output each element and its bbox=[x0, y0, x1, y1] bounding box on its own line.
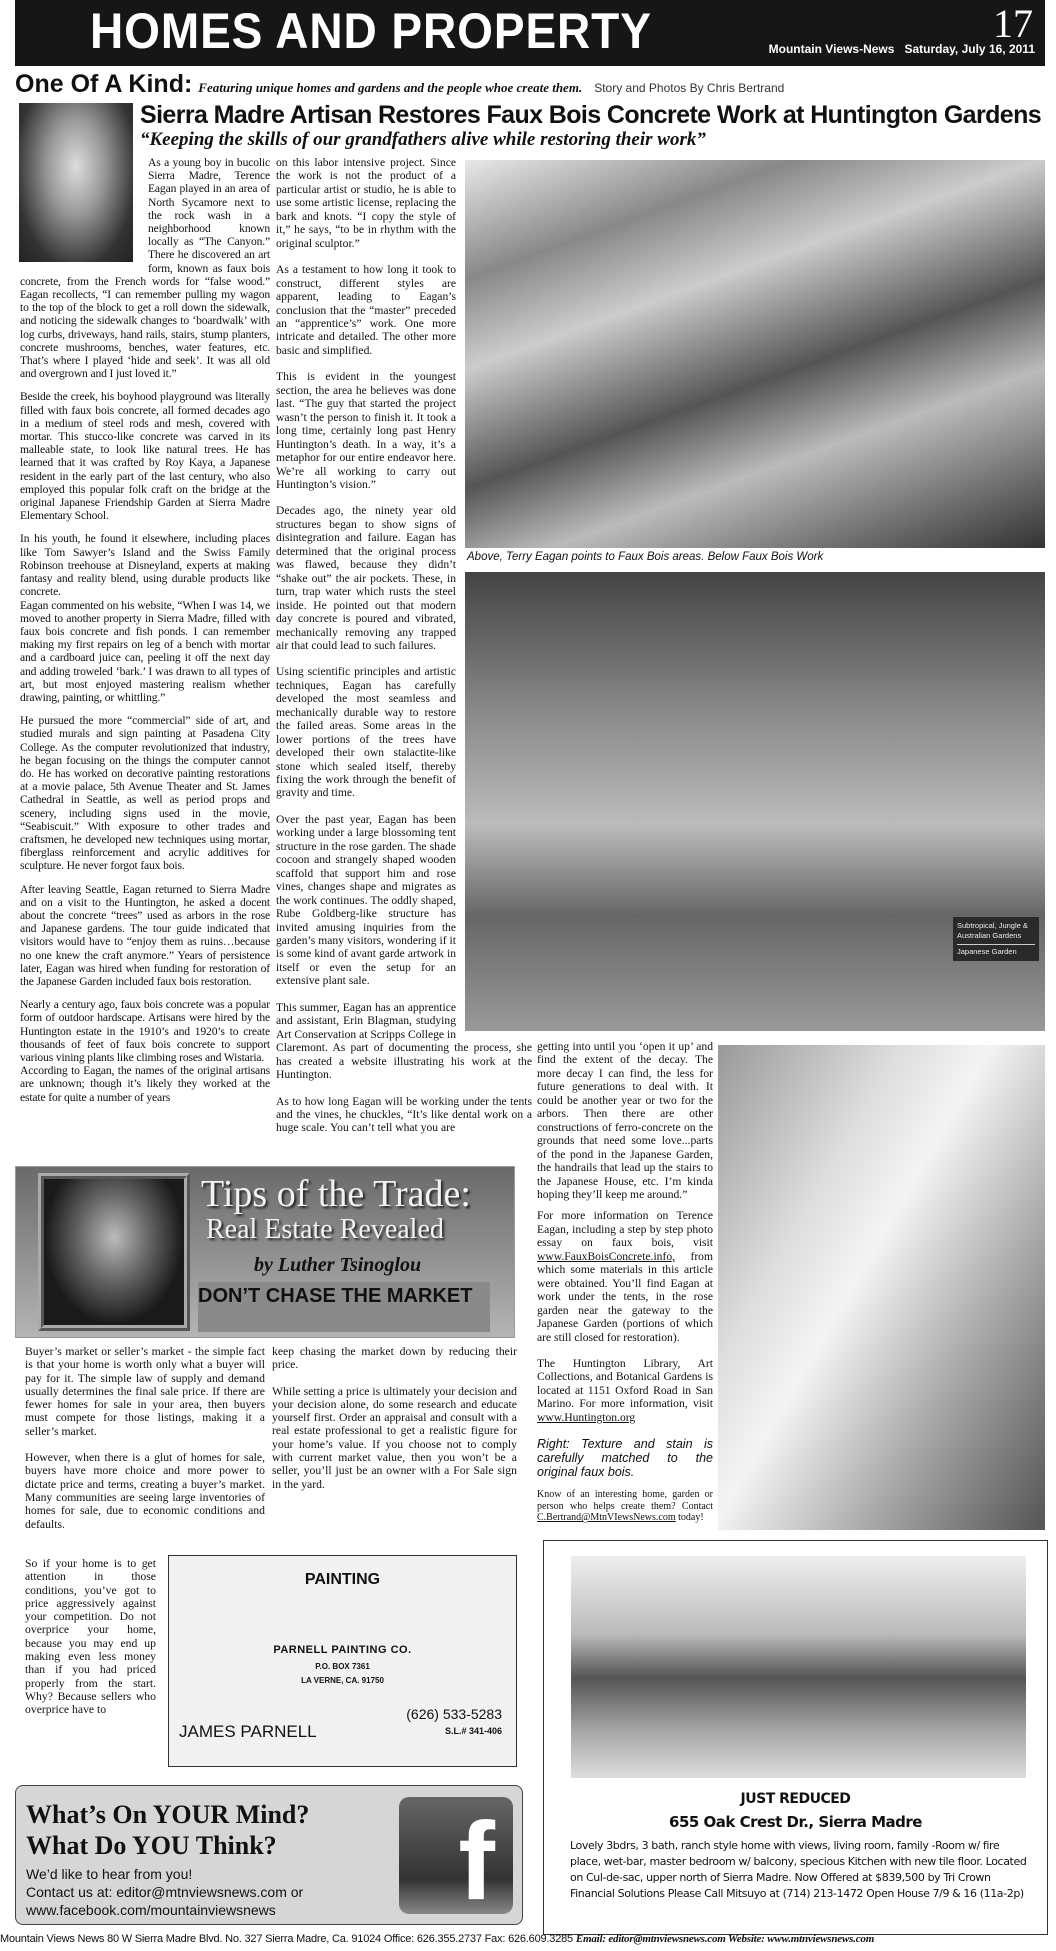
paragraph: Over the past year, Eagan has been working under a large blossoming tent structure in the rose garden. The shade cocoon and strangely shaped wooden scaffold that support him and rose vines, changes shape and migrates as the work continues. The oddly shaped, Rube Goldberg-like structure has invited amusing inquiries from the garden’s many visitors, wondering if it is some kind of avant garde artwork in itself or even the setup for an extensive plant sale. bbox=[276, 812, 456, 988]
house-photo bbox=[571, 1556, 1026, 1778]
ad-address: P.O. BOX 7361 bbox=[315, 1662, 370, 1671]
texture-matching-photo bbox=[718, 1045, 1045, 1530]
paragraph: Beside the creek, his boyhood playground was literally filled with faux bois concrete, all formed decades ago in a medium of steel rods and mesh, covered with mortar. This stucco-like concrete was carved in its malleable state, to look like natural trees. He has learned that it was crafted by Roy Kaya, a Japanese resident in the early part of the last century, who also employed this popular folk craft on the bridge at the original Japanese Friendship Garden at Sierra Madre Elementary School. bbox=[20, 390, 270, 523]
ad-company: PARNELL PAINTING CO. bbox=[273, 1644, 412, 1656]
huntington-paragraph bbox=[537, 1357, 713, 1424]
footer-info: Mountain Views News 80 W Sierra Madre Blvd. No. 327 Sierra Madre, Ca. 91024 Office: 626.355.2737 Fax: 626.609.3285 bbox=[0, 1933, 576, 1945]
sign-text: Japanese Garden bbox=[957, 944, 1035, 957]
paragraph: Buyer’s market or seller’s market - the simple fact is that your home is worth only what a buyer will pay for it. The simple law of supply and demand usually determines the final sale price. If there are fewer homes for sale in your area, then buyers must compete for those listings, making it a seller’s market. bbox=[25, 1345, 265, 1438]
paragraph: Nearly a century ago, faux bois concrete was a popular form of outdoor hardscape. Artisans were hired by the Huntington estate in the 1910’s and 1920’s to create thousands of feet of faux bois concrete to support various vining plants like climbing roses and Wistaria. bbox=[20, 998, 270, 1064]
contact-email-link[interactable]: C.Bertrand@MtnVIewsNews.com bbox=[537, 1512, 676, 1524]
right-photo-caption: Right: Texture and stain is carefully matched to the original faux bois. bbox=[537, 1437, 713, 1480]
faux-bois-link[interactable]: www.FauxBoisConcrete.info, bbox=[537, 1249, 676, 1263]
article-column-2 bbox=[276, 156, 532, 1148]
garden-sign bbox=[953, 917, 1039, 961]
paragraph: This is evident in the youngest section, the area he believes was done last. “The guy that started the project wasn’t the person to finish it. It took a long time, certainly long past Henry Huntington’s death. In a way, it’s a metaphor for our entire endeavor here. We’re all working to carry out Huntington’s vision.” bbox=[276, 370, 456, 491]
info-text: from which some materials in this article were obtained. You’ll find Eagan at work under the tents, in the rose garden near the gateway to the Japanese Garden (portions of which are still closed for restoration). bbox=[537, 1249, 713, 1344]
listing-description: Lovely 3bdrs, 3 bath, ranch style home with views, living room, family -Room w/ fire place, wet-bar, master bedroom w/ balcony, specious Kitchen with new tile floor. Located on Cul-de-sac, upper north of Sierra Madre. Now Offered at $839,500 by Tri Crown Financial Solutions Please Call Mitsuyo at (714) 213-1472 Open House 7/9 & 16 (11a-2p) bbox=[570, 1839, 1027, 1900]
tips-title: Tips of the Trade: bbox=[201, 1173, 471, 1215]
ad-heading: PAINTING bbox=[304, 1571, 381, 1588]
ad-contact-name: JAMES PARNELL bbox=[179, 1722, 317, 1741]
tips-column-1-continued bbox=[25, 1557, 156, 1730]
listing-status: JUST REDUCED bbox=[740, 1791, 851, 1807]
facebook-ad[interactable] bbox=[15, 1785, 523, 1925]
issue-date: Saturday, July 16, 2011 bbox=[904, 42, 1035, 56]
footer bbox=[0, 1933, 1056, 1945]
paragraph: He pursued the more “commercial” side of art, and studied murals and sign painting at Pasadena City College. As the computer revolutionized that industry, he began focusing on the things the computer cannot do. He has worked on decorative painting restorations at a movie palace, 5th Avenue Theater and St. James Cathedral in Seattle, as well as period props and scenery, including signs used in the movie, “Seabiscuit.” With exposure to other trades and craftsmen, he developed new techniques using mortar, fiberglass reinforcement and acrylic additives for sculpture. He never forgot faux bois. bbox=[20, 714, 270, 873]
facebook-url[interactable]: www.facebook.com/mountainviewsnews bbox=[26, 1902, 276, 1918]
sign-text: Subtropical, Jungle & Australian Gardens bbox=[957, 921, 1028, 940]
paragraph: This summer, Eagan has an apprentice and assistant, Erin Blagman, studying Art Conservation at Scripps College in Claremont. As part of documenting the process, she has created a website illustrating his work at the Huntington. bbox=[276, 1000, 532, 1082]
paragraph: keep chasing the market down by reducing their price. bbox=[272, 1345, 517, 1372]
huntington-link[interactable]: www.Huntington.org bbox=[537, 1410, 636, 1424]
paragraph: As a testament to how long it took to construct, different styles are apparent, leading to Eagan’s conclusion that the “master” preceded an “apprentice’s” work. One more intricate and detailed. The other more basic and simplified. bbox=[276, 263, 456, 357]
paragraph: According to Eagan, the names of the original artisans are unknown; though it’s likely they worked at the estate for quite a number of years bbox=[20, 1064, 270, 1104]
tips-of-trade-banner bbox=[15, 1166, 515, 1338]
kicker-tagline: Featuring unique homes and gardens and the people whoe create them. bbox=[198, 80, 583, 95]
house-listing-ad[interactable] bbox=[543, 1540, 1048, 1935]
byline: Story and Photos By Chris Bertrand bbox=[594, 81, 785, 95]
ad-phone: (626) 533-5283 bbox=[406, 1706, 502, 1722]
paragraph: After leaving Seattle, Eagan returned to Sierra Madre and on a visit to the Huntington, he asked a docent about the concrete “trees” used as arbors in the rose and Japanese gardens. The tour guide indicated that visitors would have to “enjoy them as ruins…because no one knew the craft anymore.” Years of persistence later, Eagan was hired when funding for restoration of the Japanese Garden included faux bois restoration. bbox=[20, 882, 270, 988]
facebook-icon: f bbox=[399, 1797, 513, 1914]
contact-text: today! bbox=[678, 1512, 704, 1524]
paragraph: Decades ago, the ninety year old structures began to show signs of disintegration and failure. Eagan has determined that the original process was flawed, because they didn’t “shake out” the air pockets. These, in turn, trap water which rusts the steel inside. He pointed out that modern day concrete is poured and vibrated, mechanically removing any trapped air that could lead to such failures. bbox=[276, 504, 456, 652]
paragraph: getting into until you ‘open it up’ and find the extent of the decay. The more decay I can find, the less for future generations to deal with. It could be another year or two for the arbors. Then there are other constructions of ferro-concrete on the grounds that need some love...parts of the pond in the Japanese Garden, the handrails that lead up the stairs to the Japanese House, etc. I’m kinda hoping they’ll keep me around.” bbox=[537, 1040, 713, 1201]
info-text: For more information on Terence Eagan, including a step by step photo essay on faux bois, visit bbox=[537, 1209, 713, 1250]
ad-headline: What Do YOU Think? bbox=[26, 1831, 277, 1860]
paragraph: Eagan commented on his website, “When I was 14, we moved to another property in Sierra Madre, filled with faux bois concrete and fish ponds. I can remember making my first repairs on leg of a bench with mortar and a cardboard juice can, peeling it off the next day and adding troweled ‘bark.’ I was drawn to all types of art, but most enjoyed mastering realism whether drawing, painting, or whittling.” bbox=[20, 598, 270, 704]
article-column-3 bbox=[537, 1040, 713, 1537]
ad-headline: What’s On YOUR Mind? bbox=[26, 1800, 310, 1829]
ad-contact-text: Contact us at: editor@mtnviewsnews.com or bbox=[26, 1884, 304, 1900]
author-portrait-photo bbox=[38, 1173, 190, 1331]
page-number: 17 bbox=[993, 1, 1033, 46]
tips-column-2 bbox=[272, 1345, 517, 1504]
kicker bbox=[15, 70, 1045, 98]
eagan-pointing-photo bbox=[465, 160, 1045, 548]
masthead bbox=[15, 0, 1045, 66]
paragraph: on this labor intensive project. Since the work is not the product of a particular artist or studio, he is able to use some artistic license, replacing the bark and knots. “I copy the style of it,” he says, “to be in rhythm with the original sculptor.” bbox=[276, 156, 456, 250]
paragraph: In his youth, he found it elsewhere, including places like Tom Sawyer’s Island and the Swiss Family Robinson treehouse at Disneyland, experts at making fantasy and reality blend, using durable products like concrete. bbox=[20, 532, 270, 599]
paragraph: So if your home is to get attention in those conditions, you’ve got to price aggressively against your competition. Do not overprice your home, because you may end up making even less money than if you had priced properly from the start. Why? Because sellers who overprice have to bbox=[25, 1557, 156, 1717]
ad-license: S.L.# 341-406 bbox=[444, 1726, 502, 1736]
paragraph: However, when there is a glut of homes for sale, buyers have more choice and more power to dictate price and terms, creating a buyer’s market. Many communities are seeing large inventories of homes for sale, due to economic conditions and defaults. bbox=[25, 1451, 265, 1531]
listing-address: 655 Oak Crest Dr., Sierra Madre bbox=[669, 1813, 922, 1831]
ad-text: We’d like to hear from you! bbox=[26, 1866, 193, 1882]
tips-subtitle: Real Estate Revealed bbox=[206, 1214, 444, 1245]
paper-name: Mountain Views-News bbox=[768, 42, 895, 56]
tips-column-1 bbox=[25, 1345, 265, 1544]
contact-text: Know of an interesting home, garden or person who helps create them? Contact bbox=[537, 1489, 713, 1512]
paragraph: While setting a price is ultimately your decision and your decision alone, do some research and educate yourself first. Order an appraisal and consult with a real estate professional to get a realistic figure for your home’s value. If you choose not to comply with current market value, then you won’t be a seller, you’ll just be an owner with a For Sale sign in the yard. bbox=[272, 1384, 517, 1491]
article-column-1 bbox=[20, 156, 270, 1104]
masthead-meta bbox=[769, 42, 1035, 56]
kicker-label: One Of A Kind: bbox=[15, 70, 193, 98]
tips-column-title: DON’T CHASE THE MARKET bbox=[198, 1285, 473, 1307]
section-title: HOMES AND PROPERTY bbox=[90, 3, 652, 59]
more-info-paragraph bbox=[537, 1209, 713, 1344]
article-deck: “Keeping the skills of our grandfathers alive while restoring their work” bbox=[140, 129, 706, 150]
photo-caption: Above, Terry Eagan points to Faux Bois areas. Below Faux Bois Work bbox=[467, 551, 824, 563]
paragraph: As to how long Eagan will be working under the tents and the vines, he chuckles, “It’s like dental work on a huge scale. You can’t tell what you are bbox=[276, 1094, 532, 1135]
faux-bois-arbor-photo bbox=[465, 572, 1045, 1031]
ad-address: LA VERNE, CA. 91750 bbox=[301, 1676, 384, 1685]
footer-contact: Email: editor@mtnviewsnews.com Website: www.mtnviewsnews.com bbox=[575, 1933, 875, 1945]
contact-note bbox=[537, 1489, 713, 1524]
paragraph: Using scientific principles and artistic techniques, Eagan has carefully developed the most seamless and mechanically durable way to restore the failed areas. Some areas in the lower portions of the trees have developed their own stalactite-like stone which sealed itself, thereby fixing the work through the benefit of gravity and time. bbox=[276, 665, 456, 800]
painting-ad[interactable] bbox=[168, 1555, 517, 1767]
paragraph: As a young boy in bucolic Sierra Madre, Terence Eagan played in an area of North Sycamore next to the rock wash in a neighborhood known locally as “The Canyon.” There he discovered an art form, known as faux bois concrete, from the French words for “false wood.” Eagan recollects, “I can remember pulling my wagon to the top of the block to get a roll down the sidewalk, and noticing the sidewalk changes to ‘boardwalk’ with log curbs, driveways, hand rails, stairs, stump planters, concrete mushrooms, benches, water features, etc. That’s where I played ‘hide and seek’. It was all old and overgrown and I just loved it.” bbox=[20, 156, 270, 381]
tips-author: by Luther Tsinoglou bbox=[254, 1254, 422, 1276]
article-headline: Sierra Madre Artisan Restores Faux Bois Concrete Work at Huntington Gardens bbox=[140, 101, 1042, 129]
info-text: The Huntington Library, Art Collections, and Botanical Gardens is located at 1151 Oxford Road in San Marino. For more information, visit bbox=[537, 1356, 713, 1411]
